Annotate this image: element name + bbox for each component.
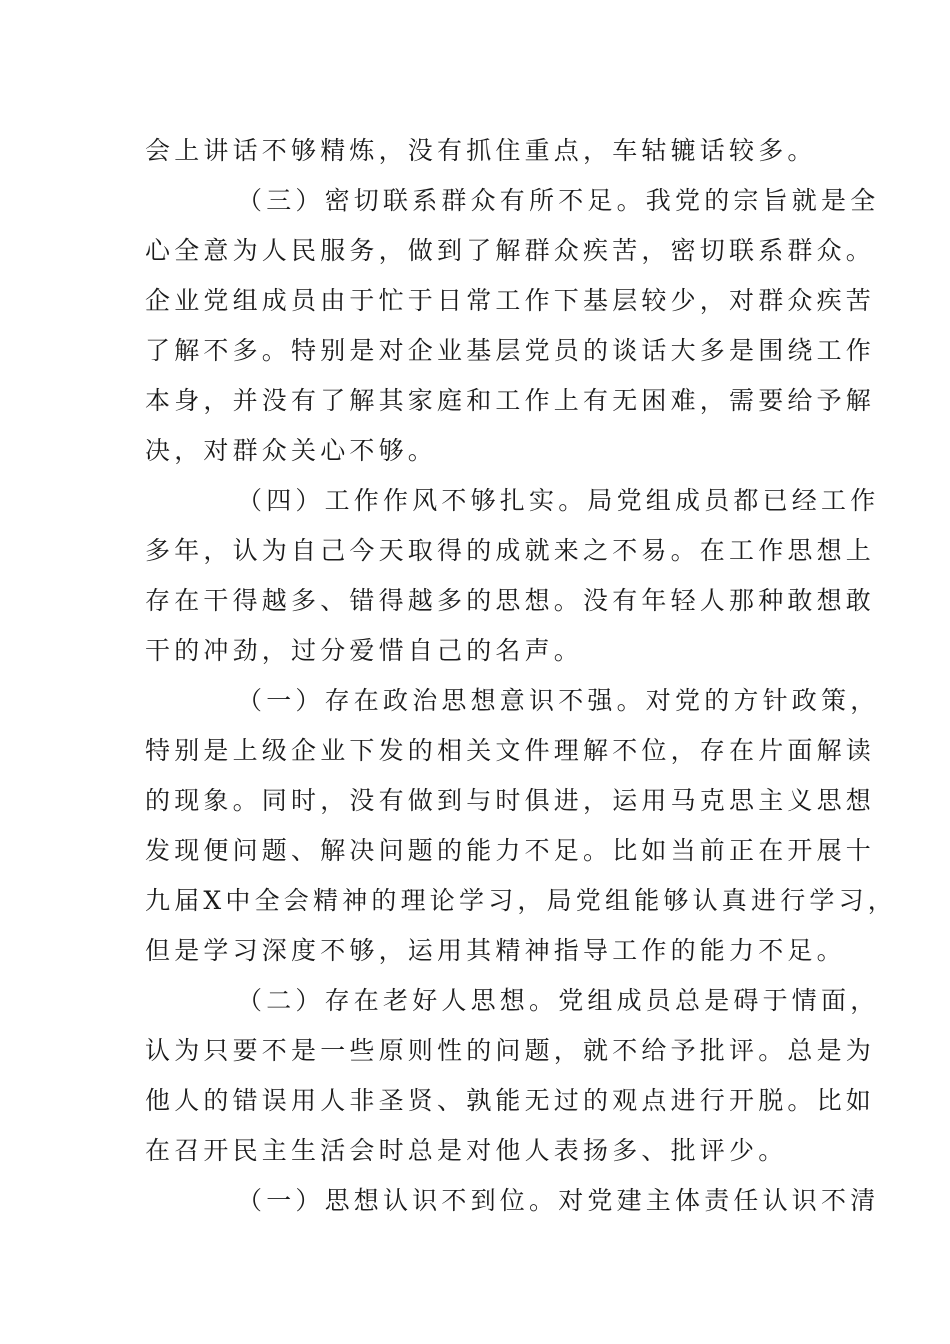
- text-line: 在召开民主生活会时总是对他人表扬多、批评少。: [145, 1136, 788, 1165]
- text-line: 企业党组成员由于忙于日常工作下基层较少，对群众疾苦: [145, 286, 876, 315]
- text-line: 干的冲劲，过分爱惜自己的名声。: [145, 636, 584, 665]
- text-line-section-two: （二）存在老好人思想。党组成员总是碍于情面，: [237, 986, 880, 1015]
- text-line: 多年，认为自己今天取得的成就来之不易。在工作思想上: [145, 536, 876, 565]
- text-line-section-one-b: （一）思想认识不到位。对党建主体责任认识不清: [237, 1186, 880, 1215]
- text-line-section-one: （一）存在政治思想意识不强。对党的方针政策，: [237, 686, 880, 715]
- text-line: 的现象。同时，没有做到与时俱进，运用马克思主义思想: [145, 786, 876, 815]
- text-line-section-three: （三）密切联系群众有所不足。我党的宗旨就是全: [237, 186, 880, 215]
- text-line: 特别是上级企业下发的相关文件理解不位，存在片面解读: [145, 736, 876, 765]
- text-line: 但是学习深度不够，运用其精神指导工作的能力不足。: [145, 936, 846, 965]
- text-line: 他人的错误用人非圣贤、孰能无过的观点进行开脱。比如: [145, 1086, 876, 1115]
- text-line: 存在干得越多、错得越多的思想。没有年轻人那种敢想敢: [145, 586, 876, 615]
- text-line: 认为只要不是一些原则性的问题，就不给予批评。总是为: [145, 1036, 876, 1065]
- text-line: 发现便问题、解决问题的能力不足。比如当前正在开展十: [145, 836, 876, 865]
- document-body: [145, 126, 898, 1226]
- text-line: 本身，并没有了解其家庭和工作上有无困难，需要给予解: [145, 386, 876, 415]
- text-line: 会上讲话不够精炼，没有抓住重点，车轱辘话较多。: [145, 136, 817, 165]
- text-line: 决，对群众关心不够。: [145, 436, 438, 465]
- text-line-section-four: （四）工作作风不够扎实。局党组成员都已经工作: [237, 486, 880, 515]
- text-line: 了解不多。特别是对企业基层党员的谈话大多是围绕工作: [145, 336, 876, 365]
- text-line: 九届X中全会精神的理论学习，局党组能够认真进行学习，: [145, 886, 898, 915]
- text-line: 心全意为人民服务，做到了解群众疾苦，密切联系群众。: [145, 236, 876, 265]
